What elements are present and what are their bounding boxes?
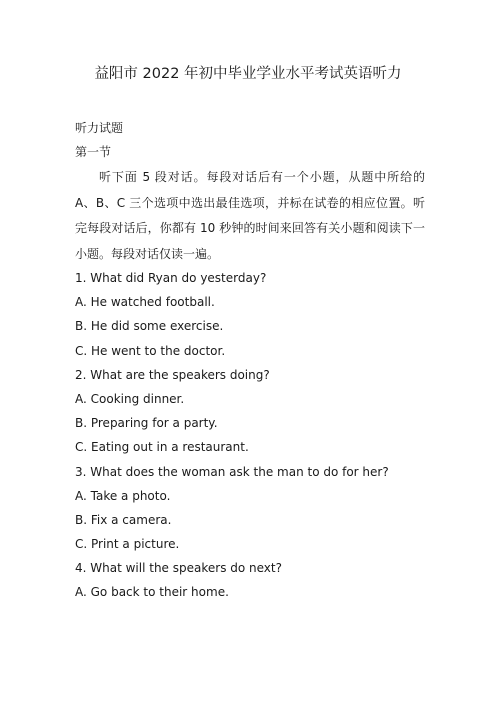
section-heading: 听力试题: [75, 121, 124, 135]
option-line: C. He went to the doctor.: [75, 343, 226, 358]
question-line: 4. What will the speakers do next?: [75, 561, 282, 576]
option-line: A. Go back to their home.: [75, 585, 229, 600]
option-line: A. Cooking dinner.: [75, 391, 185, 406]
option-line: B. He did some exercise.: [75, 319, 224, 334]
question-list: [75, 270, 389, 609]
option-line: B. Preparing for a party.: [75, 416, 218, 431]
question-line: 1. What did Ryan do yesterday?: [75, 271, 267, 285]
option-line: B. Fix a camera.: [75, 512, 172, 527]
document-title: 益阳市 2022 年初中毕业学业水平考试英语听力: [94, 66, 402, 82]
option-line: C. Print a picture.: [75, 537, 180, 552]
option-line: C. Eating out in a restaurant.: [75, 440, 249, 455]
question-line: 2. What are the speakers doing?: [75, 367, 270, 382]
option-line: A. Take a photo.: [75, 488, 171, 503]
instructions-paragraph: 听下面 5 段对话。每段对话后有一个小题，从题中所给的 A、B、C 三个选项中选出最佳选项，并标在试卷的相应位置。听完每段对话后，你都有 10 秒钟的时间来回答有关小题和阅读下一小题。每段对话仅读一遍。: [75, 170, 425, 261]
option-line: A. He watched football.: [75, 295, 215, 310]
question-line: 3. What does the woman ask the man to do for her?: [75, 464, 389, 479]
part-heading: 第一节: [75, 145, 112, 159]
